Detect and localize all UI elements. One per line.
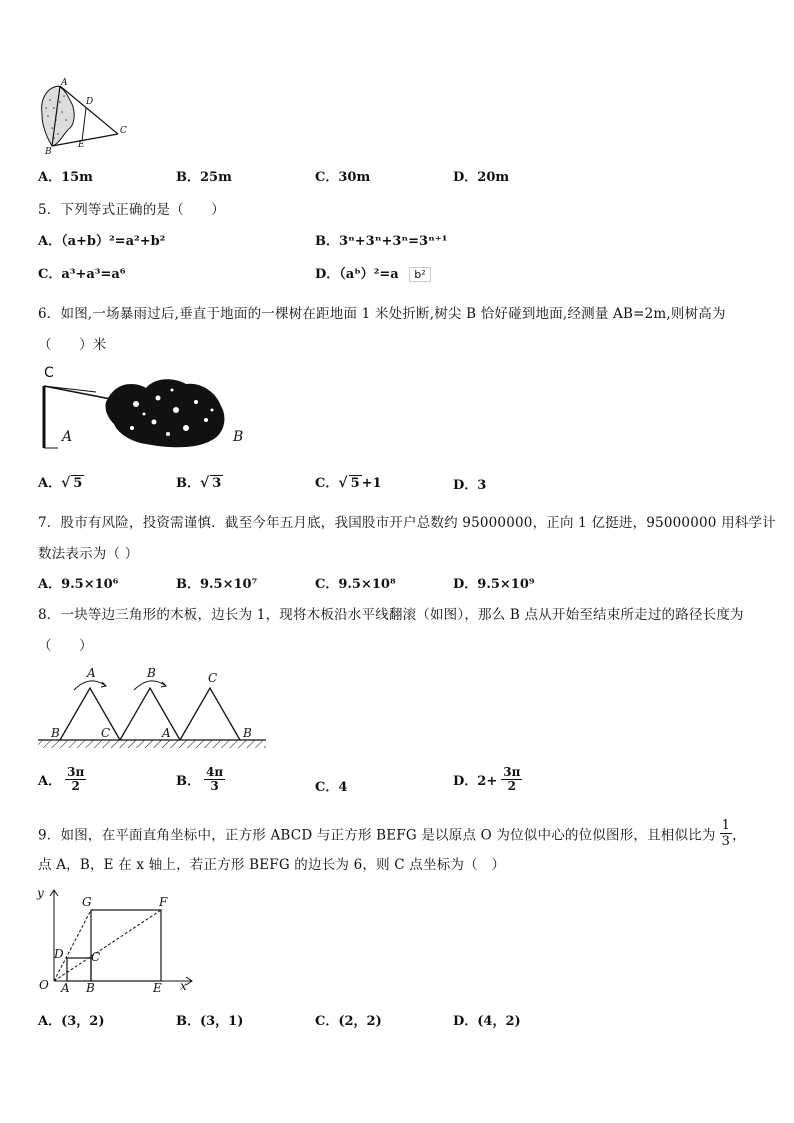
q4-option-d[interactable]: D．20m [453,170,510,185]
q9-option-d[interactable]: D．(4，2) [453,1014,521,1029]
q9-label-y: y [37,886,44,900]
q9-label-e: E [153,981,162,995]
q6-option-a-radicand: 5 [73,476,83,491]
q6-option-a-prefix: A． [38,476,62,491]
q9-label-a: A [61,981,70,995]
q6-option-b-radicand: 3 [212,476,222,491]
q7-stem-line2: 数法表示为（ ） [38,546,139,562]
q8-option-b[interactable] [176,766,225,793]
q8-option-a[interactable] [38,766,86,793]
q4-option-c[interactable]: C．30m [315,170,371,185]
q8-figure [38,668,268,752]
q9-label-f: F [159,895,168,909]
q6-option-b-prefix: B． [176,476,200,491]
q6-label-a: A [62,429,73,445]
q6-option-c[interactable] [315,472,382,491]
q8-option-b-prefix: B． [176,774,200,789]
q7-option-b[interactable]: B．9.5×10⁷ [176,577,258,592]
q8-option-a-den: 2 [71,779,80,793]
q9-label-c: C [91,950,101,964]
q8-option-b-num: 4π [206,765,224,779]
q5-option-c[interactable]: C．a³+a³=a⁶ [38,267,126,282]
q9-label-o: O [39,978,49,992]
q5-option-d[interactable] [315,263,431,282]
q9-label-b: B [86,981,95,995]
q9-label-d: D [54,947,64,961]
q7-stem-line1: 7．股市有风险，投资需谨慎．截至今年五月底，我国股市开户总数约 95000000，正向 1 亿挺进，95000000 用科学计 [38,515,776,531]
q4-label-c: C [120,126,127,136]
q4-option-b[interactable]: B．25m [176,170,232,185]
q6-option-c-prefix: C． [315,476,339,491]
q8-label-c-mid: C [101,726,111,740]
q6-label-c: C [44,365,54,381]
q4-label-b: B [45,147,52,157]
q4-label-e: E [78,140,85,150]
q8-option-b-den: 3 [210,779,219,793]
q9-ratio-num: 1 [721,818,731,833]
q5-option-d-box: b² [409,267,430,282]
q6-option-a[interactable] [38,472,84,491]
q8-option-a-fraction [65,766,86,793]
q9-ratio-fraction [720,818,732,849]
q6-option-c-suffix: +1 [361,476,382,491]
q8-label-b-right: B [243,726,252,740]
q8-option-d-prefix: D．2+ [453,774,498,789]
q9-option-c[interactable]: C．(2，2) [315,1014,382,1029]
q9-option-a[interactable]: A．(3，2) [38,1014,105,1029]
q4-option-a[interactable]: A．15m [38,170,93,185]
q6-stem-line2: （ ）米 [38,337,107,353]
q8-option-d-num: 3π [503,765,521,779]
q8-option-d-fraction [501,766,522,793]
q8-label-b-top: B [147,666,156,680]
q5-stem: 5．下列等式正确的是（ ） [38,202,225,218]
q6-option-c-radicand: 5 [350,476,360,491]
sqrt-icon: √ [200,475,210,491]
q9-label-x: x [180,979,187,993]
q8-option-a-prefix: A． [38,774,62,789]
q7-option-c[interactable]: C．9.5×10⁸ [315,577,396,592]
q8-label-a-mid: A [162,726,171,740]
q9-option-b[interactable]: B．(3，1) [176,1014,244,1029]
q6-label-b: B [233,429,244,445]
q8-stem-line1: 8．一块等边三角形的木板，边长为 1，现将木板沿水平线翻滚（如图），那么 B 点从开始至结束所走过的路径长度为 [38,607,744,623]
q8-label-c-top: C [208,671,218,685]
q4-label-d: D [86,97,94,107]
q5-option-d-text: D．（aᵇ）²=a [315,267,399,282]
q5-option-a[interactable]: A．（a+b）²=a²+b² [38,234,166,249]
q9-stem-line1 [38,818,746,849]
sqrt-icon: √ [61,475,71,491]
q6-stem-line1: 6．如图,一场暴雨过后,垂直于地面的一棵树在距地面 1 米处折断,树尖 B 恰好碰到地面,经测量 AB=2m,则树高为 [38,306,726,322]
q9-stem-text: 9．如图，在平面直角坐标中，正方形 ABCD 与正方形 BEFG 是以原点 O 为位似中心的位似图形，且相似比为 [38,827,716,844]
q7-option-d[interactable]: D．9.5×10⁹ [453,577,535,592]
q9-stem-end: ， [732,827,746,844]
q8-option-c[interactable]: C．4 [315,780,348,795]
q5-option-b[interactable]: B．3ⁿ+3ⁿ+3ⁿ=3ⁿ⁺¹ [315,234,448,249]
q8-option-a-num: 3π [67,765,85,779]
q8-option-b-fraction [204,766,225,793]
q9-figure [36,886,196,996]
q8-label-b-left: B [51,726,60,740]
q8-stem-line2: （ ） [38,638,93,654]
q8-option-d-den: 2 [507,779,516,793]
q7-option-a[interactable]: A．9.5×10⁶ [38,577,119,592]
q9-label-g: G [82,895,92,909]
q9-stem-line2: 点 A，B，E 在 x 轴上，若正方形 BEFG 的边长为 6，则 C 点坐标为（ ） [38,857,506,873]
q8-option-d[interactable] [453,766,522,793]
sqrt-icon: √ [338,475,348,491]
q4-label-a: A [61,78,68,88]
q6-option-d[interactable]: D．3 [453,478,487,493]
q9-ratio-den: 3 [721,834,731,849]
q8-label-a-top: A [87,666,96,680]
q6-option-b[interactable] [176,472,223,491]
